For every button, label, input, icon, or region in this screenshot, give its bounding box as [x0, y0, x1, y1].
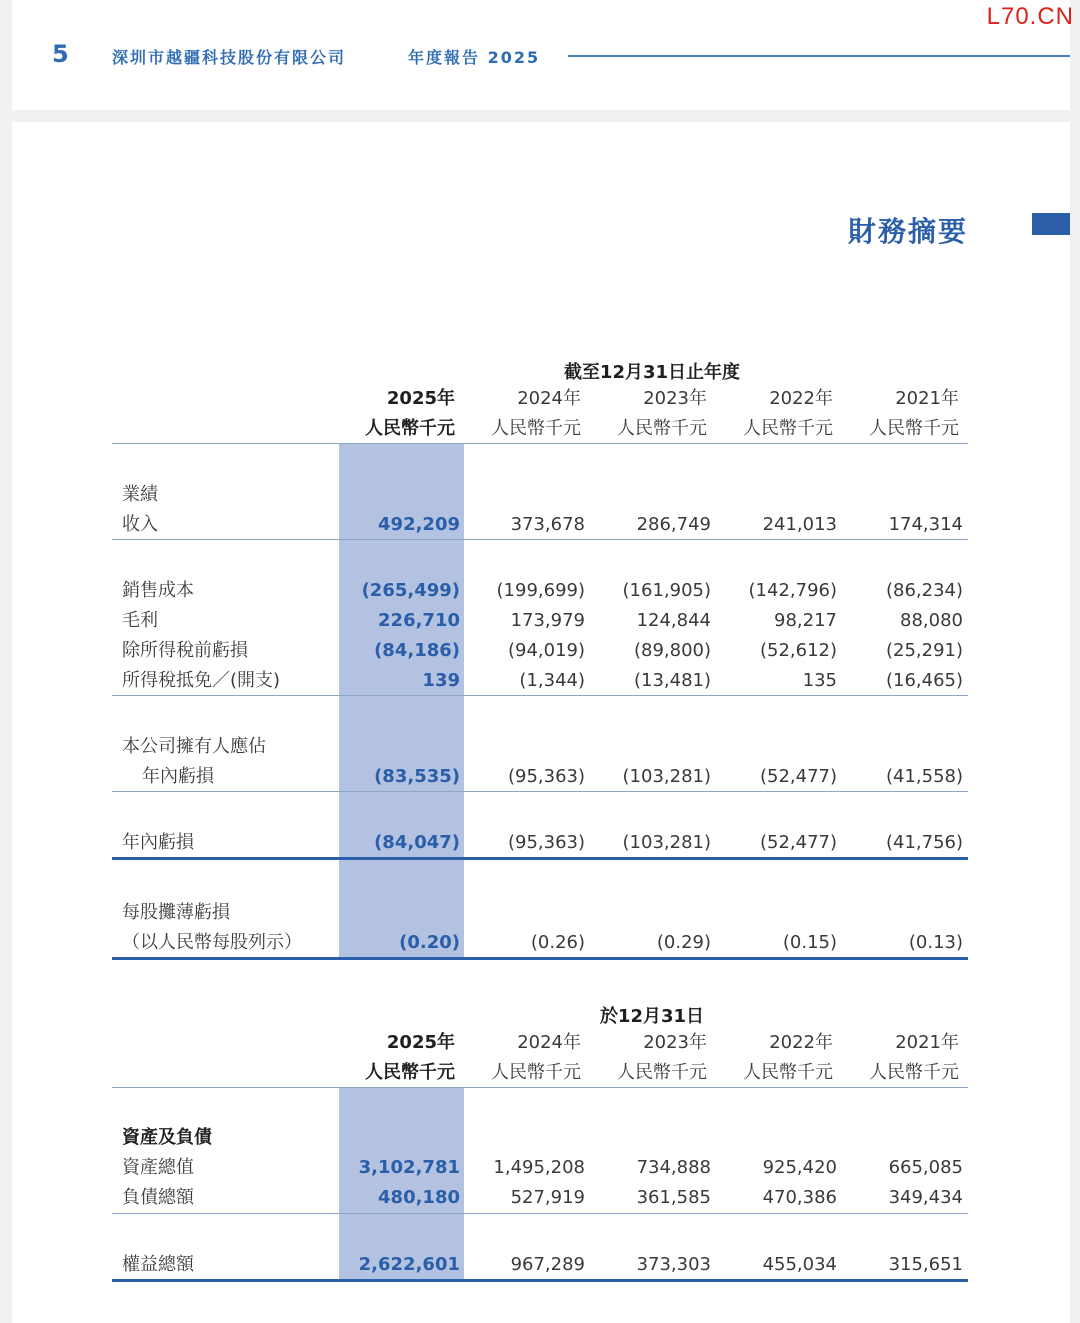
total-equity-2023: 373,303	[636, 1254, 711, 1275]
gross-profit-label: 毛利	[122, 610, 158, 631]
total-assets-2022: 925,420	[762, 1157, 837, 1178]
total-equity-2021: 315,651	[888, 1254, 963, 1275]
cost-of-sales-label: 銷售成本	[122, 580, 194, 601]
diluted-loss-per-share-2021: (0.13)	[908, 932, 963, 953]
attributable-loss-2025: (83,535)	[374, 766, 460, 787]
attributable-loss-label-line2: 年內虧損	[142, 766, 214, 787]
row-rule	[112, 791, 968, 792]
table2-header-rule	[112, 1087, 968, 1088]
total-assets-2021: 665,085	[888, 1157, 963, 1178]
income-tax-2022: 135	[802, 670, 837, 691]
total-liabilities-2023: 361,585	[636, 1187, 711, 1208]
total-assets-2024: 1,495,208	[493, 1157, 585, 1178]
gross-profit-2024: 173,979	[510, 610, 585, 631]
table1-unit: 人民幣千元	[617, 418, 707, 439]
gross-profit-2025: 226,710	[378, 610, 460, 631]
gross-profit-2021: 88,080	[900, 610, 963, 631]
attributable-loss-2023: (103,281)	[622, 766, 711, 787]
table2-year-2023: 2023年	[643, 1032, 707, 1053]
watermark: L70.CN	[986, 3, 1074, 30]
page-number: 5	[52, 40, 69, 68]
table1-year-2022: 2022年	[769, 388, 833, 409]
diluted-loss-per-share-2022: (0.15)	[782, 932, 837, 953]
title-accent-bar	[1032, 213, 1070, 235]
attributable-loss-2024: (95,363)	[507, 766, 585, 787]
diluted-loss-per-share-2023: (0.29)	[656, 932, 711, 953]
assets-liabilities-heading: 資產及負債	[122, 1127, 212, 1148]
table2-unit: 人民幣千元	[869, 1062, 959, 1083]
row-rule-thick	[112, 857, 968, 860]
total-equity-2025: 2,622,601	[358, 1254, 460, 1275]
table2-group-heading: 於12月31日	[599, 1006, 705, 1027]
report-title: 年度報告 2025	[408, 48, 541, 67]
table1-header-rule	[112, 443, 968, 444]
total-equity-2024: 967,289	[510, 1254, 585, 1275]
table2-year-2021: 2021年	[895, 1032, 959, 1053]
cost-of-sales-2025: (265,499)	[361, 580, 460, 601]
row-rule	[112, 539, 968, 540]
attributable-loss-label-line1: 本公司擁有人應佔	[122, 736, 266, 757]
table2-bottom-rule	[112, 1279, 968, 1282]
row-rule	[112, 695, 968, 696]
table1-year-2025: 2025年	[386, 388, 455, 409]
table2-year-2022: 2022年	[769, 1032, 833, 1053]
section-title: 財務摘要	[847, 215, 968, 248]
revenue-2024: 373,678	[510, 514, 585, 535]
diluted-loss-per-share-2024: (0.26)	[530, 932, 585, 953]
cost-of-sales-2021: (86,234)	[885, 580, 963, 601]
loss-for-year-label: 年內虧損	[122, 832, 194, 853]
table1-unit: 人民幣千元	[869, 418, 959, 439]
cost-of-sales-2022: (142,796)	[748, 580, 837, 601]
income-tax-2021: (16,465)	[885, 670, 963, 691]
loss-for-year-2023: (103,281)	[622, 832, 711, 853]
cost-of-sales-2023: (161,905)	[622, 580, 711, 601]
cost-of-sales-2024: (199,699)	[496, 580, 585, 601]
table1-year-2021: 2021年	[895, 388, 959, 409]
row-rule	[112, 1213, 968, 1214]
diluted-loss-per-share-label-line2: （以人民幣每股列示）	[122, 932, 302, 953]
loss-before-tax-label: 除所得稅前虧損	[122, 640, 248, 661]
company-name: 深圳市越疆科技股份有限公司	[112, 48, 347, 67]
loss-before-tax-2025: (84,186)	[374, 640, 460, 661]
revenue-label: 收入	[122, 514, 158, 535]
total-assets-2025: 3,102,781	[358, 1157, 460, 1178]
revenue-2021: 174,314	[888, 514, 963, 535]
table2-unit-2025: 人民幣千元	[365, 1062, 455, 1083]
attributable-loss-2021: (41,558)	[885, 766, 963, 787]
income-tax-label: 所得稅抵免／(開支)	[122, 670, 281, 691]
gross-profit-2022: 98,217	[774, 610, 837, 631]
total-liabilities-2022: 470,386	[762, 1187, 837, 1208]
table1-year-2023: 2023年	[643, 388, 707, 409]
loss-for-year-2024: (95,363)	[507, 832, 585, 853]
diluted-loss-per-share-label-line1: 每股攤薄虧損	[122, 902, 230, 923]
table2-year-2024: 2024年	[517, 1032, 581, 1053]
performance-heading: 業績	[122, 484, 158, 505]
table2-unit: 人民幣千元	[617, 1062, 707, 1083]
loss-for-year-2025: (84,047)	[374, 832, 460, 853]
loss-before-tax-2021: (25,291)	[885, 640, 963, 661]
loss-before-tax-2023: (89,800)	[633, 640, 711, 661]
total-assets-2023: 734,888	[636, 1157, 711, 1178]
table1-group-heading: 截至12月31日止年度	[563, 362, 741, 383]
income-tax-2024: (1,344)	[519, 670, 585, 691]
total-assets-label: 資產總值	[122, 1157, 194, 1178]
total-equity-2022: 455,034	[762, 1254, 837, 1275]
gross-profit-2023: 124,844	[636, 610, 711, 631]
loss-for-year-2022: (52,477)	[759, 832, 837, 853]
loss-for-year-2021: (41,756)	[885, 832, 963, 853]
table2-unit: 人民幣千元	[491, 1062, 581, 1083]
diluted-loss-per-share-2025: (0.20)	[399, 932, 460, 953]
total-liabilities-label: 負債總額	[122, 1187, 194, 1208]
revenue-2023: 286,749	[636, 514, 711, 535]
table1-unit: 人民幣千元	[491, 418, 581, 439]
header-rule	[568, 55, 1070, 57]
loss-before-tax-2022: (52,612)	[759, 640, 837, 661]
total-equity-label: 權益總額	[122, 1254, 194, 1275]
table2-year-2025: 2025年	[386, 1032, 455, 1053]
table2-unit: 人民幣千元	[743, 1062, 833, 1083]
attributable-loss-2022: (52,477)	[759, 766, 837, 787]
total-liabilities-2024: 527,919	[510, 1187, 585, 1208]
highlight-column-2025-balance	[339, 1088, 464, 1282]
total-liabilities-2021: 349,434	[888, 1187, 963, 1208]
loss-before-tax-2024: (94,019)	[507, 640, 585, 661]
table1-year-2024: 2024年	[517, 388, 581, 409]
income-tax-2023: (13,481)	[633, 670, 711, 691]
table1-unit: 人民幣千元	[743, 418, 833, 439]
table1-bottom-rule	[112, 957, 968, 960]
total-liabilities-2025: 480,180	[378, 1187, 460, 1208]
revenue-2022: 241,013	[762, 514, 837, 535]
income-tax-2025: 139	[422, 670, 460, 691]
table1-unit-2025: 人民幣千元	[365, 418, 455, 439]
revenue-2025: 492,209	[378, 514, 460, 535]
